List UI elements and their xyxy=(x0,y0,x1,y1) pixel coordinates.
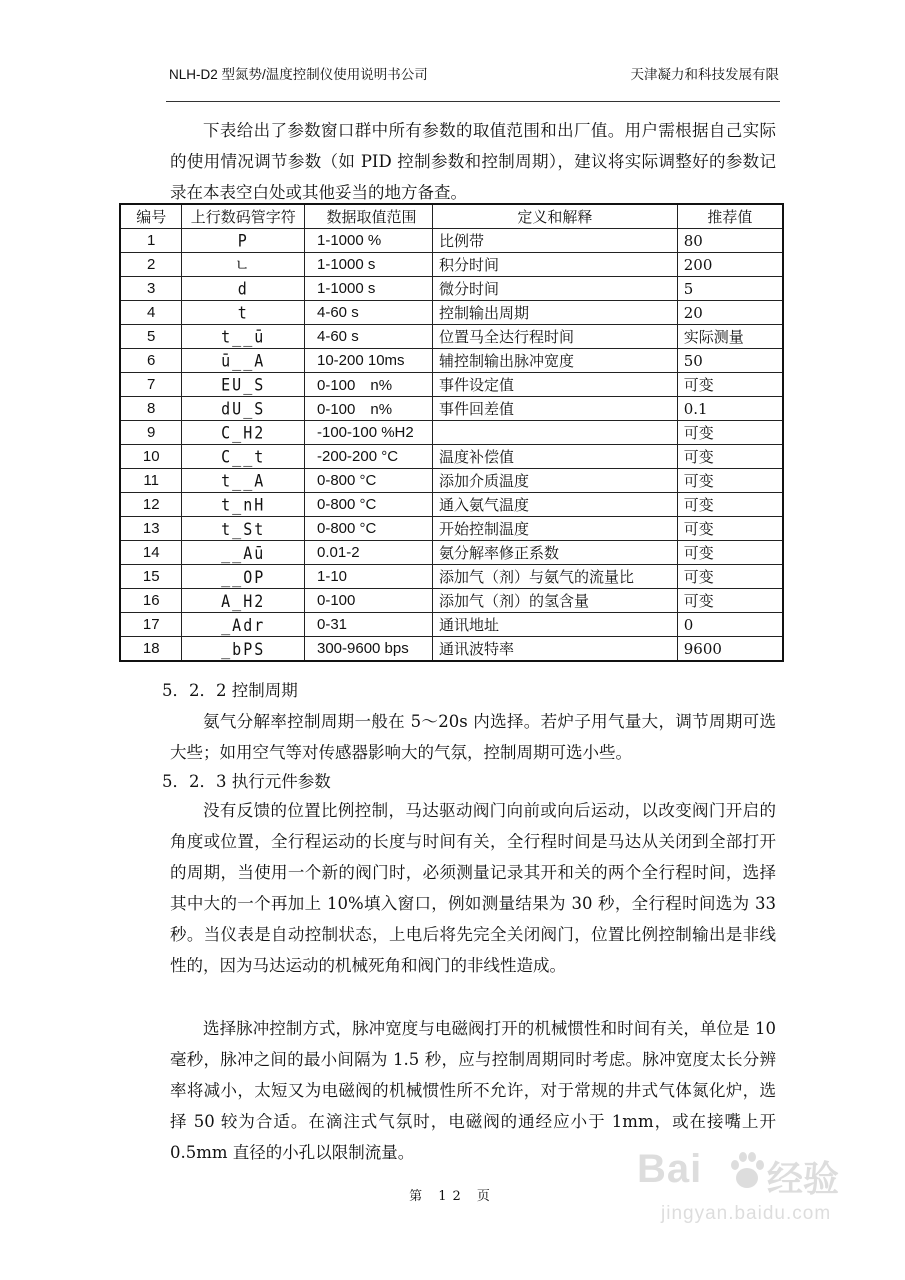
section-5-2-3-body-1: 没有反馈的位置比例控制，马达驱动阀门向前或向后运动，以改变阀门开启的角度或位置，全行程运动的长度与时间有关，全行程时间是马达从关闭到全部打开的周期，当使用一个新的阀门时，必须测量记录其开和关的两个全行程时间，选择其中大的一个再加上 10%填入窗口，例如测量结果为 30 秒，全行程时间选为 33 秒。当仪表是自动控制状态，上电后将先完全关闭阀门，位置比例控制输出是非线性的，因为马达运动的机械死角和阀门的非线性造成。 xyxy=(170,801,776,975)
cell-display-code xyxy=(182,541,305,565)
table-row xyxy=(120,229,783,253)
table-row xyxy=(120,253,783,277)
cell-display-code xyxy=(182,301,305,325)
cell-definition: 微分时间 xyxy=(432,277,677,301)
table-row xyxy=(120,565,783,589)
cell-range: 1-1000 % xyxy=(305,229,433,253)
cell-range: 1-10 xyxy=(305,565,433,589)
col-header-id: 编号 xyxy=(120,204,182,229)
cell-recommended: 可变 xyxy=(677,589,783,613)
cell-display-code xyxy=(182,349,305,373)
cell-id: 5 xyxy=(120,325,182,349)
cell-range: 0-100 n% xyxy=(305,397,433,421)
cell-definition: 添加气（剂）的氢含量 xyxy=(432,589,677,613)
table-row xyxy=(120,421,783,445)
cell-display-code xyxy=(182,445,305,469)
table-row xyxy=(120,397,783,421)
cell-definition: 辅控制输出脉冲宽度 xyxy=(432,349,677,373)
seven-segment-code: A_H2 xyxy=(221,590,266,611)
cell-id: 6 xyxy=(120,349,182,373)
header-document-title: NLH-D2 型氮势/温度控制仪使用说明书公司 xyxy=(169,67,428,82)
seven-segment-code: dU_S xyxy=(221,398,266,419)
col-header-definition: 定义和解释 xyxy=(432,204,677,229)
cell-range: 4-60 s xyxy=(305,301,433,325)
cell-id: 11 xyxy=(120,469,182,493)
header-company: 天津凝力和科技发展有限 xyxy=(630,67,779,82)
cell-recommended: 0 xyxy=(677,613,783,637)
section-5-2-3-body-2: 选择脉冲控制方式，脉冲宽度与电磁阀打开的机械惯性和时间有关，单位是 10 毫秒，脉冲之间的最小间隔为 1.5 秒，应与控制周期同时考虑。脉冲宽度太长分辨率将减小，太短又为电磁阀的机械惯性所不允许，对于常规的井式气体氮化炉，选择 50 较为合适。在滴注式气氛时，电磁阀的通经应小于 1mm，或在接嘴上开 0.5mm 直径的小孔以限制流量。 xyxy=(170,1019,776,1162)
watermark-brand-suffix: 经验 xyxy=(767,1159,840,1200)
seven-segment-code: ㄴ xyxy=(234,254,252,276)
cell-range: 4-60 s xyxy=(305,325,433,349)
cell-id: 4 xyxy=(120,301,182,325)
cell-range: 300-9600 bps xyxy=(305,637,433,662)
cell-definition: 比例带 xyxy=(432,229,677,253)
cell-id: 12 xyxy=(120,493,182,517)
cell-definition: 温度补偿值 xyxy=(432,445,677,469)
table-row xyxy=(120,349,783,373)
cell-recommended: 可变 xyxy=(677,469,783,493)
cell-id: 14 xyxy=(120,541,182,565)
table-row xyxy=(120,517,783,541)
cell-id: 13 xyxy=(120,517,182,541)
baidu-jingyan-watermark xyxy=(637,1147,847,1237)
cell-id: 2 xyxy=(120,253,182,277)
cell-recommended: 可变 xyxy=(677,421,783,445)
cell-definition: 事件回差值 xyxy=(432,397,677,421)
seven-segment-code: d xyxy=(237,278,249,299)
table-row xyxy=(120,445,783,469)
col-header-recommended: 推荐值 xyxy=(677,204,783,229)
cell-recommended: 可变 xyxy=(677,565,783,589)
cell-display-code xyxy=(182,469,305,493)
cell-definition: 添加气（剂）与氨气的流量比 xyxy=(432,565,677,589)
cell-definition: 事件设定值 xyxy=(432,373,677,397)
cell-definition: 控制输出周期 xyxy=(432,301,677,325)
table-header-row xyxy=(120,204,783,229)
seven-segment-code: t xyxy=(237,302,249,323)
seven-segment-code: __OP xyxy=(221,566,266,587)
cell-range: -100-100 %H2 xyxy=(305,421,433,445)
seven-segment-code: C__t xyxy=(221,446,266,467)
cell-range: 0-800 °C xyxy=(305,517,433,541)
parameter-table xyxy=(119,203,784,662)
cell-display-code xyxy=(182,277,305,301)
seven-segment-code: t__A xyxy=(221,470,266,491)
cell-id: 15 xyxy=(120,565,182,589)
cell-recommended: 可变 xyxy=(677,445,783,469)
cell-definition: 位置马全达行程时间 xyxy=(432,325,677,349)
cell-display-code xyxy=(182,253,305,277)
cell-recommended: 实际测量 xyxy=(677,325,783,349)
cell-definition: 通入氨气温度 xyxy=(432,493,677,517)
cell-display-code xyxy=(182,229,305,253)
paw-icon xyxy=(729,1151,765,1191)
cell-recommended: 可变 xyxy=(677,517,783,541)
page-number: 第 12 页 xyxy=(409,1189,496,1204)
table-row xyxy=(120,373,783,397)
cell-recommended: 可变 xyxy=(677,493,783,517)
cell-recommended: 5 xyxy=(677,277,783,301)
cell-recommended: 可变 xyxy=(677,541,783,565)
cell-id: 3 xyxy=(120,277,182,301)
cell-id: 1 xyxy=(120,229,182,253)
cell-range: 10-200 10ms xyxy=(305,349,433,373)
cell-range: 0-100 xyxy=(305,589,433,613)
col-header-code: 上行数码管字符 xyxy=(182,204,305,229)
cell-definition: 积分时间 xyxy=(432,253,677,277)
cell-definition xyxy=(432,421,677,445)
table-row xyxy=(120,637,783,662)
cell-range: -200-200 °C xyxy=(305,445,433,469)
cell-display-code xyxy=(182,325,305,349)
table-row xyxy=(120,541,783,565)
cell-definition: 开始控制温度 xyxy=(432,517,677,541)
cell-id: 10 xyxy=(120,445,182,469)
table-row xyxy=(120,493,783,517)
table-row xyxy=(120,613,783,637)
cell-id: 18 xyxy=(120,637,182,662)
seven-segment-code: _bPS xyxy=(221,638,266,659)
cell-range: 0-800 °C xyxy=(305,493,433,517)
cell-recommended: 9600 xyxy=(677,637,783,662)
seven-segment-code: t_nH xyxy=(221,494,266,515)
cell-recommended: 20 xyxy=(677,301,783,325)
table-row xyxy=(120,301,783,325)
cell-range: 0.01-2 xyxy=(305,541,433,565)
cell-display-code xyxy=(182,565,305,589)
seven-segment-code: C_H2 xyxy=(221,422,266,443)
section-5-2-2-body: 氨气分解率控制周期一般在 5～20s 内选择。若炉子用气量大，调节周期可选大些；如用空气等对传感器影响大的气氛，控制周期可选小些。 xyxy=(170,712,776,762)
table-row xyxy=(120,277,783,301)
cell-range: 0-100 n% xyxy=(305,373,433,397)
cell-definition: 通讯地址 xyxy=(432,613,677,637)
header-divider xyxy=(166,101,780,102)
cell-display-code xyxy=(182,373,305,397)
cell-id: 8 xyxy=(120,397,182,421)
intro-paragraph: 下表给出了参数窗口群中所有参数的取值范围和出厂值。用户需根据自己实际的使用情况调节参数（如 PID 控制参数和控制周期），建议将实际调整好的参数记录在本表空白处或其他妥当的地方备查。 xyxy=(170,121,776,202)
table-row xyxy=(120,589,783,613)
cell-display-code xyxy=(182,493,305,517)
cell-id: 17 xyxy=(120,613,182,637)
cell-display-code xyxy=(182,589,305,613)
cell-recommended: 50 xyxy=(677,349,783,373)
section-5-2-3-title: 5．2．3 执行元件参数 xyxy=(162,772,331,791)
table-row xyxy=(120,325,783,349)
cell-id: 7 xyxy=(120,373,182,397)
cell-recommended: 200 xyxy=(677,253,783,277)
seven-segment-code: _Adr xyxy=(221,614,266,635)
cell-display-code xyxy=(182,637,305,662)
cell-definition: 添加介质温度 xyxy=(432,469,677,493)
watermark-brand: Bai xyxy=(637,1147,703,1191)
col-header-range: 数据取值范围 xyxy=(305,204,433,229)
cell-id: 16 xyxy=(120,589,182,613)
watermark-url: jingyan.baidu.com xyxy=(661,1203,832,1224)
cell-range: 1-1000 s xyxy=(305,253,433,277)
cell-range: 1-1000 s xyxy=(305,277,433,301)
seven-segment-code: __Aū xyxy=(221,542,266,563)
table-row xyxy=(120,469,783,493)
cell-display-code xyxy=(182,517,305,541)
seven-segment-code: P xyxy=(237,230,249,251)
seven-segment-code: t__ū xyxy=(221,326,266,347)
cell-definition: 通讯波特率 xyxy=(432,637,677,662)
seven-segment-code: t_St xyxy=(221,518,266,539)
cell-recommended: 0.1 xyxy=(677,397,783,421)
cell-display-code xyxy=(182,421,305,445)
cell-range: 0-31 xyxy=(305,613,433,637)
seven-segment-code: EU_S xyxy=(221,374,266,395)
seven-segment-code: ū__A xyxy=(221,350,266,371)
cell-definition: 氨分解率修正系数 xyxy=(432,541,677,565)
section-5-2-2-title: 5．2．2 控制周期 xyxy=(162,681,298,700)
cell-range: 0-800 °C xyxy=(305,469,433,493)
cell-display-code xyxy=(182,397,305,421)
cell-recommended: 80 xyxy=(677,229,783,253)
cell-id: 9 xyxy=(120,421,182,445)
cell-display-code xyxy=(182,613,305,637)
cell-recommended: 可变 xyxy=(677,373,783,397)
